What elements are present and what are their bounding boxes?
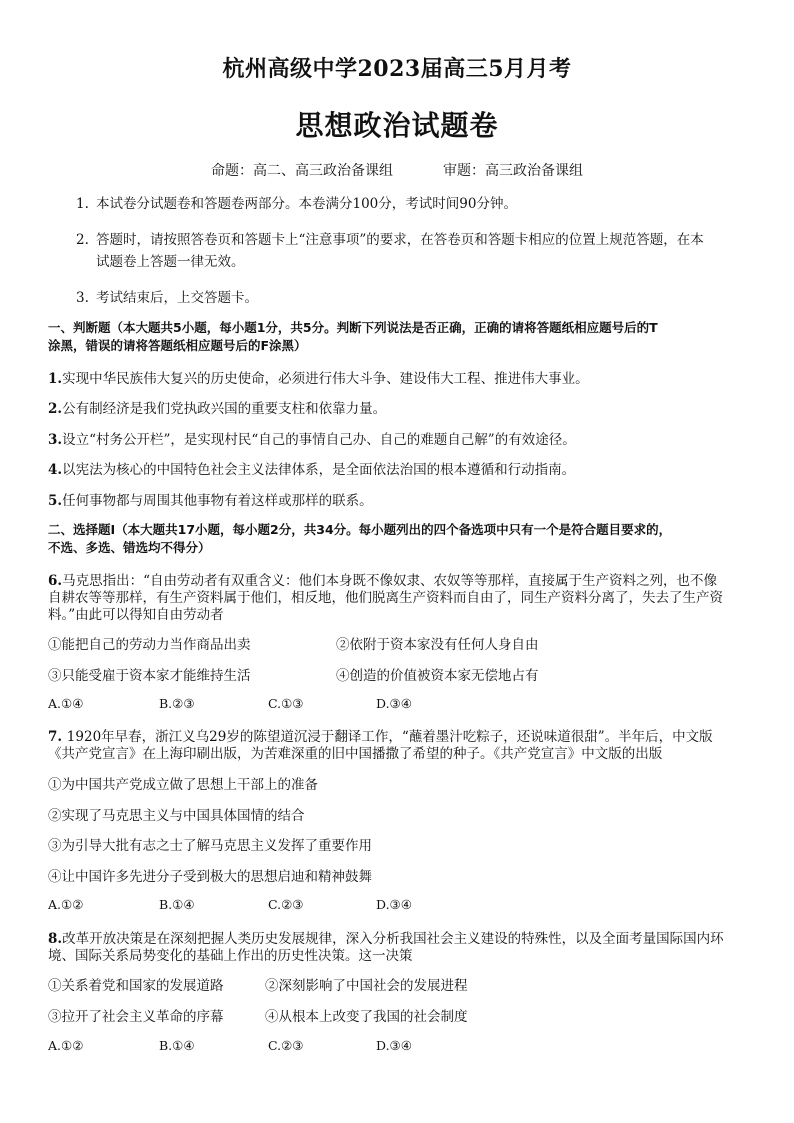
question-text: 以宪法为核心的中国特色社会主义法律体系，是全面依法治国的根本遵循和行动指南。 xyxy=(62,462,576,478)
exam-subtitle: 思想政治试题卷 xyxy=(295,109,499,142)
question-number: 2. xyxy=(48,401,63,417)
answer-choice: D.③④ xyxy=(376,897,412,912)
question-number: 5. xyxy=(48,493,63,509)
notice-number: 1. xyxy=(76,196,89,212)
question-1 xyxy=(48,367,589,387)
answer-choice: C.②③ xyxy=(268,897,304,912)
answer-choice: A.①④ xyxy=(48,696,84,711)
notice-item xyxy=(76,228,704,248)
notice-text-continued: 试题卷上答题一律无效。 xyxy=(96,254,245,270)
section-heading-choice: 二、选择题Ⅰ（本大题共17小题，每小题2分，共34分。每小题列出的四个备选项中只有一个是符合题目要求的， xyxy=(48,522,672,537)
authors-line xyxy=(0,160,794,180)
question-text: 1920年早春，浙江义乌29岁的陈望道沉浸于翻译工作，“蘸着墨汁吃粽子，还说味道很甜”。半年后，中文版 xyxy=(66,729,713,745)
answer-choice: A.①② xyxy=(48,897,84,912)
question-number: 3. xyxy=(48,432,63,448)
question-number: 7. xyxy=(48,729,67,745)
question-6-line3: 料。”由此可以得知自由劳动者 xyxy=(48,607,224,623)
option-statement: ③只能受雇于资本家才能维持生活 xyxy=(48,668,251,684)
answer-choice: C.②③ xyxy=(268,1038,304,1053)
answer-choice: B.①④ xyxy=(159,897,195,912)
question-text: 公有制经济是我们党执政兴国的重要支柱和依靠力量。 xyxy=(62,401,387,417)
notice-item xyxy=(76,286,258,306)
section-heading-judgment: 一、判断题（本大题共5小题，每小题1分，共5分。判断下列说法是否正确，正确的请将答题纸相应题号后的T xyxy=(48,320,658,335)
author-left: 命题：高二、高三政治备课组 xyxy=(211,163,393,179)
answer-choice: B.①④ xyxy=(159,1038,195,1053)
question-number: 8. xyxy=(48,931,63,947)
question-5 xyxy=(48,489,373,509)
exam-title: 杭州高级中学2023届高三5月月考 xyxy=(222,56,572,82)
notice-text: 答题时，请按照答卷页和答题卡上“注意事项”的要求，在答卷页和答题卡相应的位置上规范答题，在本 xyxy=(96,232,704,248)
option-statement: ④从根本上改变了我国的社会制度 xyxy=(265,1009,468,1025)
answer-choice: C.①③ xyxy=(268,696,304,711)
notice-text: 考试结束后，上交答题卡。 xyxy=(96,290,258,306)
option-statement: ①关系着党和国家的发展道路 xyxy=(48,978,224,994)
option-statement: ②深刻影响了中国社会的发展进程 xyxy=(265,978,468,994)
question-text: 任何事物都与周围其他事物有着这样或那样的联系。 xyxy=(62,493,373,509)
section-heading-choice-cont: 不选、多选、错选均不得分） xyxy=(48,540,211,555)
question-number: 1. xyxy=(48,371,63,387)
notice-number: 2. xyxy=(76,232,89,248)
option-statement: ①能把自己的劳动力当作商品出卖 xyxy=(48,637,251,653)
option-statement: ④让中国许多先进分子受到极大的思想启迪和精神鼓舞 xyxy=(48,869,372,885)
question-text: 马克思指出：“自由劳动者有双重含义：他们本身既不像奴隶、农奴等等那样，直接属于生产资料之列，也不像 xyxy=(62,573,717,589)
question-6-line2: 自耕农等等那样，有生产资料属于他们，相反地，他们脱离生产资料而自由了，同生产资料分离了，失去了生产资 xyxy=(48,590,723,606)
answer-choice: D.③④ xyxy=(376,1038,412,1053)
answer-choice: A.①② xyxy=(48,1038,84,1053)
option-statement: ④创造的价值被资本家无偿地占有 xyxy=(336,668,539,684)
option-statement: ②实现了马克思主义与中国具体国情的结合 xyxy=(48,808,305,824)
question-7-line2: 《共产党宣言》在上海印刷出版，为苦难深重的旧中国播撒了希望的种子。《共产党宣言》中文版的出版 xyxy=(48,746,663,762)
question-4 xyxy=(48,458,575,478)
notice-text: 本试卷分试题卷和答题卷两部分。本卷满分100分，考试时间90分钟。 xyxy=(96,196,517,212)
question-text: 实现中华民族伟大复兴的历史使命，必须进行伟大斗争、建设伟大工程、推进伟大事业。 xyxy=(62,371,589,387)
notice-number: 3. xyxy=(76,290,89,306)
option-statement: ①为中国共产党成立做了思想上干部上的准备 xyxy=(48,777,318,793)
section-heading-judgment-cont: 涂黑，错误的请将答题纸相应题号后的F涂黑） xyxy=(48,338,307,353)
question-3 xyxy=(48,428,576,448)
question-8-line2: 境、国际关系局势变化的基础上作出的历史性决策。这一决策 xyxy=(48,948,413,964)
answer-choice: B.②③ xyxy=(159,696,195,711)
question-2 xyxy=(48,397,386,417)
question-number: 4. xyxy=(48,462,63,478)
author-right: 审题：高三政治备课组 xyxy=(443,163,583,179)
option-statement: ③为引导大批有志之士了解马克思主义发挥了重要作用 xyxy=(48,838,372,854)
question-text: 改革开放决策是在深刻把握人类历史发展规律，深入分析我国社会主义建设的特殊性，以及全面考量国际国内环 xyxy=(62,931,724,947)
question-number: 6. xyxy=(48,573,63,589)
question-text: 设立“村务公开栏”，是实现村民“自己的事情自己办、自己的难题自己解”的有效途径。 xyxy=(62,432,576,448)
option-statement: ②依附于资本家没有任何人身自由 xyxy=(336,637,539,653)
option-statement: ③拉开了社会主义革命的序幕 xyxy=(48,1009,224,1025)
notice-item xyxy=(76,192,517,212)
answer-choice: D.③④ xyxy=(376,696,412,711)
